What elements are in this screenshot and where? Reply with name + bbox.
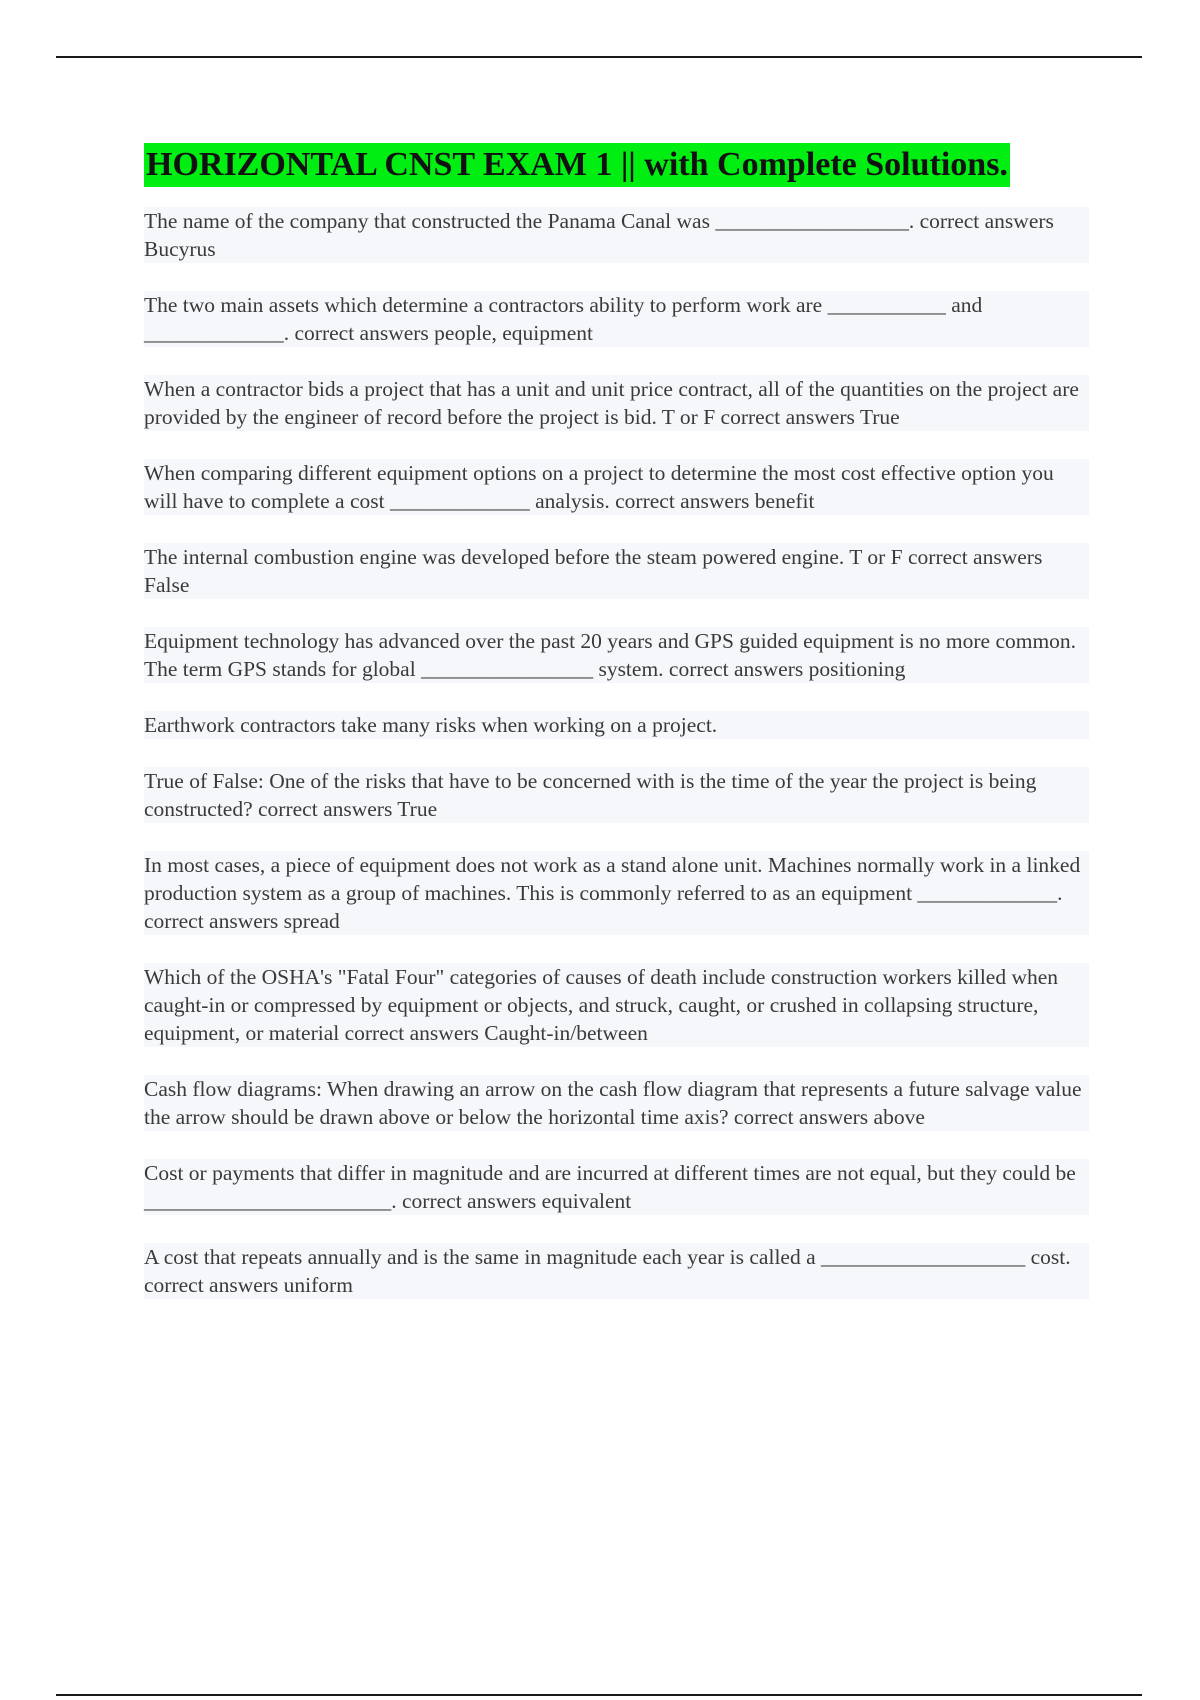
question-item: When comparing different equipment options on a project to determine the most cost effective option you will have to complete a cost _____________ analysis. correct answers benefit xyxy=(144,459,1089,515)
question-item: Cost or payments that differ in magnitude and are incurred at different times are not equal, but they could be _______________________. correct answers equivalent xyxy=(144,1159,1089,1215)
top-rule xyxy=(56,56,1142,58)
question-item: Cash flow diagrams: When drawing an arrow on the cash flow diagram that represents a future salvage value the arrow should be drawn above or below the horizontal time axis? correct answers above xyxy=(144,1075,1089,1131)
question-item: Equipment technology has advanced over the past 20 years and GPS guided equipment is no more common. The term GPS stands for global ________________ system. correct answers positioning xyxy=(144,627,1089,683)
question-item: When a contractor bids a project that has a unit and unit price contract, all of the quantities on the project are provided by the engineer of record before the project is bid. T or F correct answers True xyxy=(144,375,1089,431)
question-item: The internal combustion engine was developed before the steam powered engine. T or F correct answers False xyxy=(144,543,1089,599)
question-item: The two main assets which determine a contractors ability to perform work are ___________ and _____________. correct answers people, equipment xyxy=(144,291,1089,347)
question-item: Which of the OSHA's "Fatal Four" categories of causes of death include construction workers killed when caught-in or compressed by equipment or objects, and struck, caught, or crushed in collapsing structure, equipment, or material correct answers Caught-in/between xyxy=(144,963,1089,1047)
document-body xyxy=(144,143,1089,1327)
document-title: HORIZONTAL CNST EXAM 1 || with Complete Solutions. xyxy=(144,143,1010,187)
question-item: In most cases, a piece of equipment does not work as a stand alone unit. Machines normally work in a linked production system as a group of machines. This is commonly referred to as an equipment _____________. correct answers spread xyxy=(144,851,1089,935)
question-item: A cost that repeats annually and is the same in magnitude each year is called a ___________________ cost. correct answers uniform xyxy=(144,1243,1089,1299)
question-item: Earthwork contractors take many risks when working on a project. xyxy=(144,711,1089,739)
question-item: True of False: One of the risks that have to be concerned with is the time of the year the project is being constructed? correct answers True xyxy=(144,767,1089,823)
question-item: The name of the company that constructed the Panama Canal was __________________. correct answers Bucyrus xyxy=(144,207,1089,263)
bottom-rule xyxy=(56,1694,1142,1696)
